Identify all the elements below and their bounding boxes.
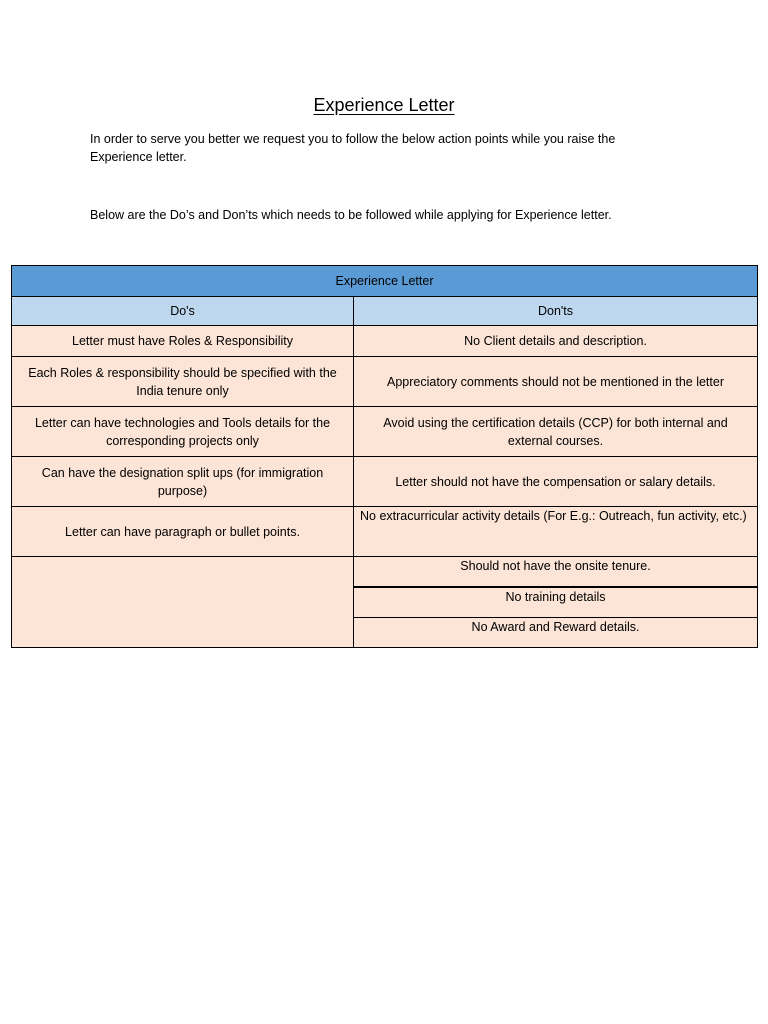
table-row	[12, 557, 758, 588]
table-row	[12, 407, 758, 457]
dos-donts-intro-paragraph: Below are the Do’s and Don’ts which needs to be followed while applying for Experience letter.	[90, 208, 612, 222]
column-header-donts: Don'ts	[354, 297, 758, 326]
table-title-row	[12, 266, 758, 297]
document-title	[0, 94, 768, 116]
table-header-row	[12, 297, 758, 326]
dont-cell: Letter should not have the compensation or salary details.	[354, 457, 758, 507]
table-row	[12, 507, 758, 557]
dont-cell: Appreciatory comments should not be mentioned in the letter	[354, 357, 758, 407]
do-cell: Letter can have paragraph or bullet points.	[12, 507, 354, 557]
experience-letter-table	[11, 265, 758, 648]
dont-cell: Should not have the onsite tenure.	[354, 557, 758, 588]
do-cell: Letter can have technologies and Tools details for the corresponding projects only	[12, 407, 354, 457]
dont-cell: No Client details and description.	[354, 326, 758, 357]
dont-cell: No training details	[354, 587, 758, 618]
table-row	[12, 357, 758, 407]
column-header-dos: Do's	[12, 297, 354, 326]
do-cell: Each Roles & responsibility should be specified with the India tenure only	[12, 357, 354, 407]
document-title-text: Experience Letter	[313, 95, 455, 115]
table-row	[12, 457, 758, 507]
table-row	[12, 326, 758, 357]
dont-cell: Avoid using the certification details (CCP) for both internal and external courses.	[354, 407, 758, 457]
table-title: Experience Letter	[12, 266, 758, 297]
do-cell: Can have the designation split ups (for immigration purpose)	[12, 457, 354, 507]
dont-cell: No Award and Reward details.	[354, 618, 758, 648]
do-cell: Letter must have Roles & Responsibility	[12, 326, 354, 357]
intro-paragraph: In order to serve you better we request you to follow the below action points while you raise the Experience letter.	[90, 132, 616, 164]
empty-do-cell	[12, 557, 354, 648]
dont-cell: No extracurricular activity details (For E.g.: Outreach, fun activity, etc.)	[354, 507, 758, 557]
